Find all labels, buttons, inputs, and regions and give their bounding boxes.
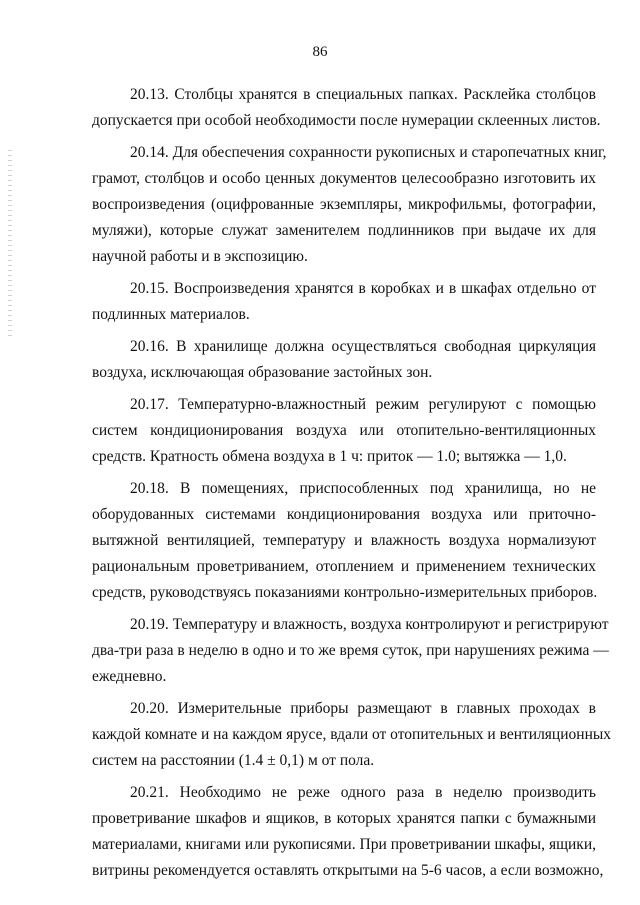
text-line: грамот, столбцов и особо ценных документов целесообразно изготовить их	[92, 170, 596, 187]
text-line: воспроизведения (оцифрованные экземпляры, микрофильмы, фотографии,	[92, 196, 596, 213]
text-line: 20.18. В помещениях, приспособленных под хранилища, но не	[130, 480, 596, 497]
text-line: 20.17. Температурно-влажностный режим регулируют с помощью	[130, 396, 596, 413]
text-line: рациональным проветриванием, отоплением и применением технических	[92, 558, 596, 575]
paragraph-20-16	[92, 334, 596, 386]
text-line: 20.16. В хранилище должна осуществляться свободная циркуляция	[130, 338, 596, 355]
text-line: ежедневно.	[92, 668, 167, 685]
text-line: научной работы и в экспозицию.	[92, 248, 308, 265]
document-body	[92, 82, 612, 890]
text-line: 20.20. Измерительные приборы размещают в главных проходах в	[130, 700, 596, 717]
text-line: оборудованных системами кондиционирования воздуха или приточно-	[92, 506, 596, 523]
text-line: 20.15. Воспроизведения хранятся в коробках и в шкафах отдельно от	[130, 280, 596, 297]
text-line: средств. Кратность обмена воздуха в 1 ч: приток — 1.0; вытяжка — 1,0.	[92, 448, 567, 465]
text-line: муляжи), которые служат заменителем подлинников при выдаче их для	[92, 222, 596, 239]
text-line: систем кондиционирования воздуха или отопительно-вентиляционных	[92, 422, 596, 439]
text-line: допускается при особой необходимости после нумерации склеенных листов.	[92, 112, 601, 129]
paragraph-20-14	[92, 140, 607, 270]
text-line: средств, руководствуясь показаниями контрольно-измерительных приборов.	[92, 584, 598, 601]
text-line: 20.21. Необходимо не реже одного раза в неделю производить	[130, 784, 596, 801]
paragraph-20-17	[92, 392, 596, 470]
text-line: 20.14. Для обеспечения сохранности рукописных и старопечатных книг,	[130, 144, 607, 161]
text-line: подлинных материалов.	[92, 306, 250, 323]
text-line: каждой комнате и на каждом ярусе, вдали от отопительных и вентиляционных	[92, 726, 612, 743]
text-line: вытяжной вентиляцией, температуру и влажность воздуха нормализуют	[92, 532, 596, 549]
text-line: систем на расстоянии (1.4 ± 0,1) м от пола.	[92, 752, 375, 769]
text-line: материалами, книгами или рукописями. При проветривании шкафы, ящики,	[92, 836, 596, 853]
text-line: воздуха, исключающая образование застойных зон.	[92, 364, 433, 381]
paragraph-20-19	[92, 612, 609, 690]
scan-margin-artifact	[8, 150, 12, 340]
paragraph-20-20	[92, 696, 612, 774]
text-line: проветривание шкафов и ящиков, в которых хранятся папки с бумажными	[92, 810, 596, 827]
paragraph-20-13	[92, 82, 601, 134]
text-line: витрины рекомендуется оставлять открытыми на 5-6 часов, а если возможно,	[92, 862, 604, 879]
text-line: 20.13. Столбцы хранятся в специальных папках. Расклейка столбцов	[130, 86, 596, 103]
text-line: 20.19. Температуру и влажность, воздуха контролируют и регистрируют	[130, 616, 609, 633]
paragraph-20-18	[92, 476, 596, 606]
page-number: 86	[312, 44, 328, 60]
paragraph-20-21	[92, 780, 604, 884]
text-line: два-три раза в неделю в одно и то же время суток, при нарушениях режима —	[92, 642, 609, 659]
paragraph-20-15	[92, 276, 596, 328]
